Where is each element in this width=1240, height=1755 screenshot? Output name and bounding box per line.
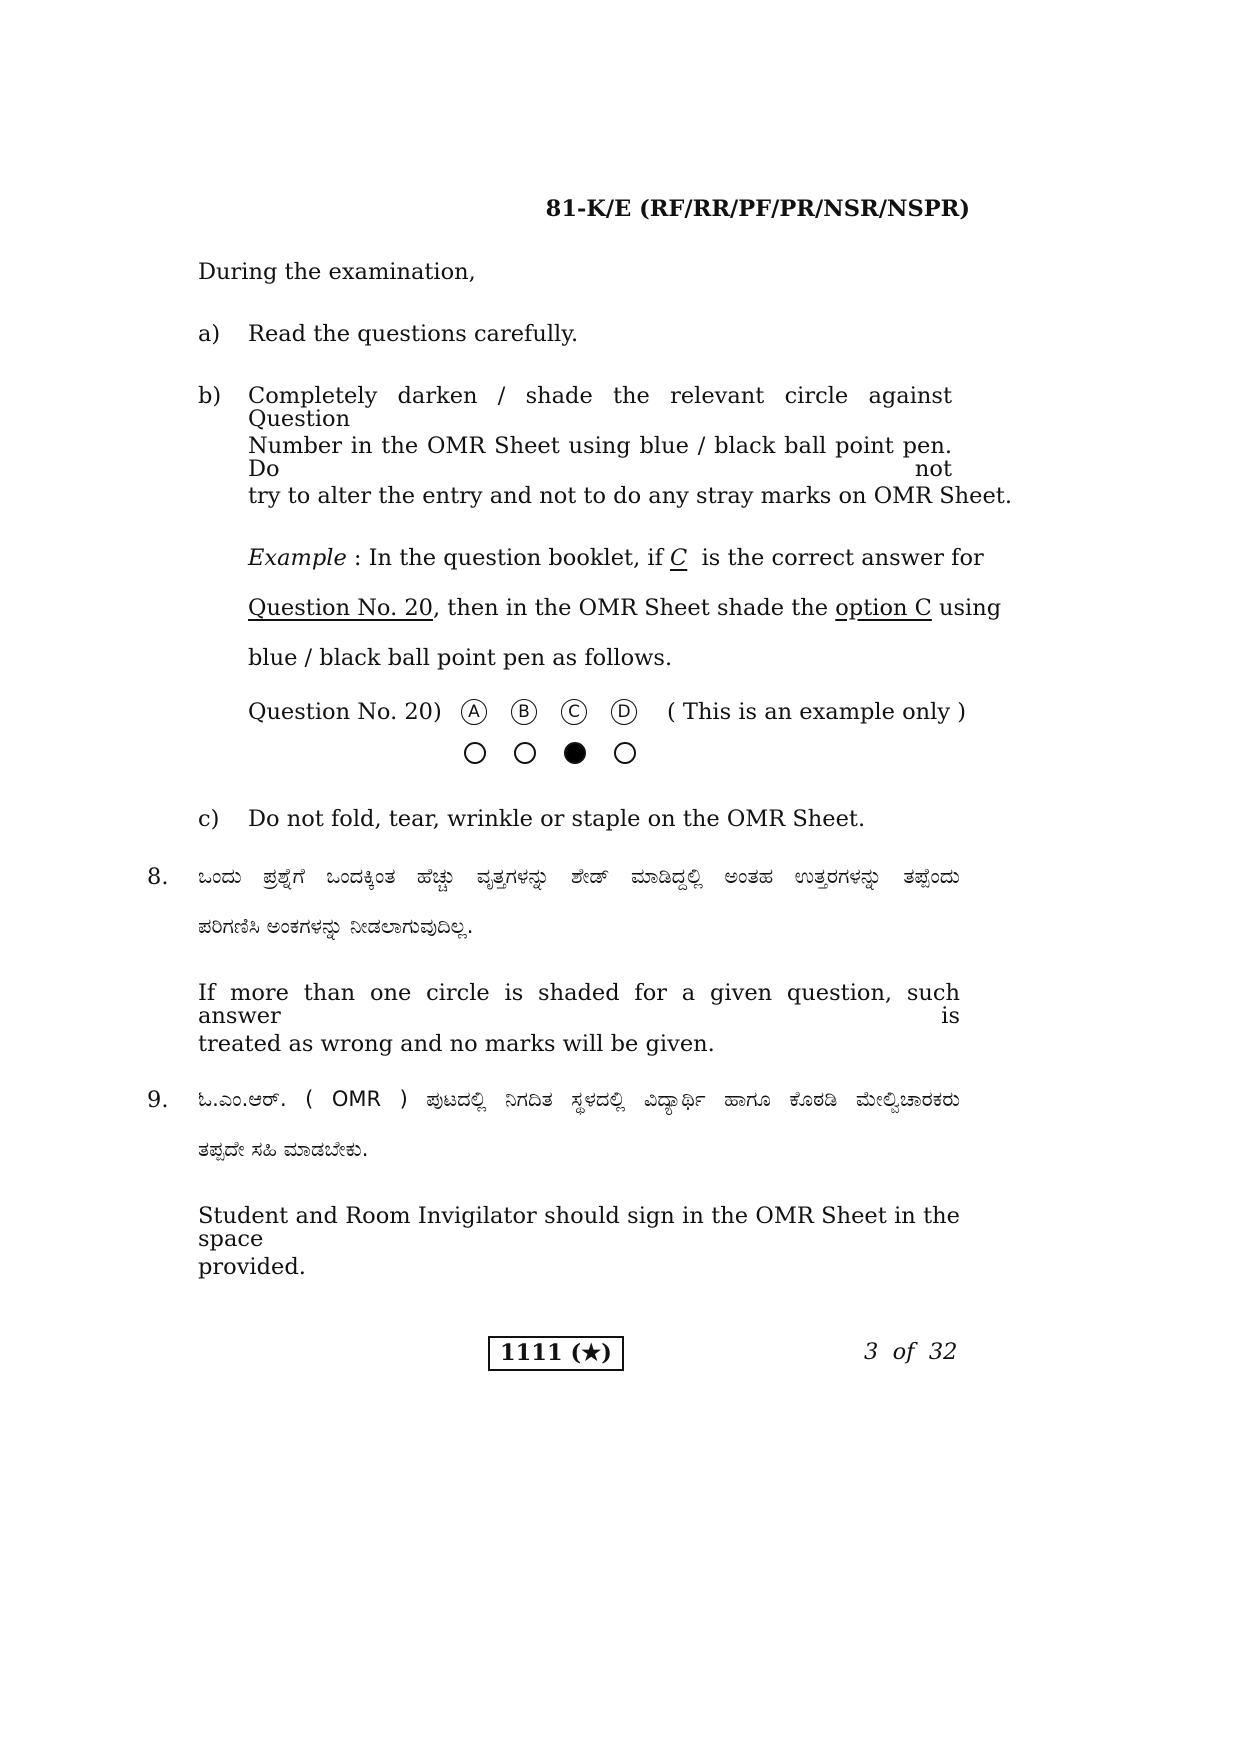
example-mid: , then in the OMR Sheet shade the — [433, 595, 836, 621]
omr-option-c-letter: C — [561, 699, 587, 725]
item-b-line-3: try to alter the entry and not to do any stray marks on OMR Sheet. — [248, 483, 1013, 509]
example-line-1 — [248, 545, 984, 571]
q8-number: 8. — [147, 864, 169, 890]
q8-english-line-2: treated as wrong and no marks will be given. — [198, 1031, 715, 1057]
item-b-line-1: Completely darken / shade the relevant circle against Question — [248, 383, 952, 432]
omr-bubble-d — [614, 742, 636, 764]
omr-option-a-letter: A — [461, 699, 487, 725]
footer-booklet-code: 1111 (★) — [488, 1336, 624, 1371]
example-suffix: is the correct answer for — [687, 545, 984, 571]
omr-bubble-b — [514, 742, 536, 764]
example-option-ref: option C — [835, 595, 932, 621]
q9-kannada-line-2: ತಪ್ಪದೇ ಸಹಿ ಮಾಡಬೇಕು. — [198, 1137, 369, 1161]
page-number — [864, 1341, 957, 1364]
example-label: Example — [248, 545, 347, 571]
page-total: 32 — [928, 1339, 958, 1365]
q9-number: 9. — [147, 1087, 169, 1113]
example-line-3: blue / black ball point pen as follows. — [248, 645, 673, 671]
item-c-label: c) — [198, 806, 220, 832]
item-b-label: b) — [198, 383, 222, 409]
item-a-text: Read the questions carefully. — [248, 321, 579, 347]
omr-bubble-a — [464, 742, 486, 764]
item-b-line-2: Number in the OMR Sheet using blue / black ball point pen. Do not — [248, 433, 952, 482]
omr-bubble-c-filled — [564, 742, 586, 764]
example-prefix: : In the question booklet, if — [346, 545, 671, 571]
page-current: 3 — [864, 1339, 879, 1365]
q8-kannada-line-1: ಒಂದು ಪ್ರಶ್ನೆಗೆ ಒಂದಕ್ಕಿಂತ ಹೆಚ್ಚು ವೃತ್ತಗಳನ್ನು ಶೇಡ್ ಮಾಡಿದ್ದಲ್ಲಿ ಅಂತಹ ಉತ್ತರಗಳನ್ನು ತಪ್ಪೆಂದು — [198, 864, 960, 888]
item-a-label: a) — [198, 321, 221, 347]
q9-english-line-2: provided. — [198, 1254, 306, 1280]
q9-kannada-line-1: ಓ.ಎಂ.ಆರ್. ( OMR ) ಪುಟದಲ್ಲಿ ನಿಗದಿತ ಸ್ಥಳದಲ್ಲಿ ವಿದ್ಯಾರ್ಥಿ ಹಾಗೂ ಕೊಠಡಿ ಮೇಲ್ವಿಚಾರಕರು — [198, 1087, 960, 1111]
omr-question-label: Question No. 20) — [248, 699, 442, 725]
omr-example-note: ( This is an example only ) — [667, 699, 966, 725]
intro-text: During the examination, — [198, 259, 476, 285]
example-option: C — [670, 545, 688, 571]
omr-option-b-letter: B — [511, 699, 537, 725]
q8-english-line-1: If more than one circle is shaded for a given question, such answer is — [198, 980, 960, 1029]
omr-option-d-letter: D — [611, 699, 637, 725]
q9-english-line-1: Student and Room Invigilator should sign in the OMR Sheet in the space — [198, 1203, 960, 1252]
example-end: using — [931, 595, 1002, 621]
page-of: of — [892, 1339, 915, 1365]
example-line-2 — [248, 595, 1002, 621]
item-c-text: Do not fold, tear, wrinkle or staple on the OMR Sheet. — [248, 806, 866, 832]
paper-code-header: 81-K/E (RF/RR/PF/PR/NSR/NSPR) — [545, 196, 970, 222]
q8-kannada-line-2: ಪರಿಗಣಿಸಿ ಅಂಕಗಳನ್ನು ನೀಡಲಾಗುವುದಿಲ್ಲ. — [198, 914, 474, 938]
example-question-ref: Question No. 20 — [248, 595, 433, 621]
